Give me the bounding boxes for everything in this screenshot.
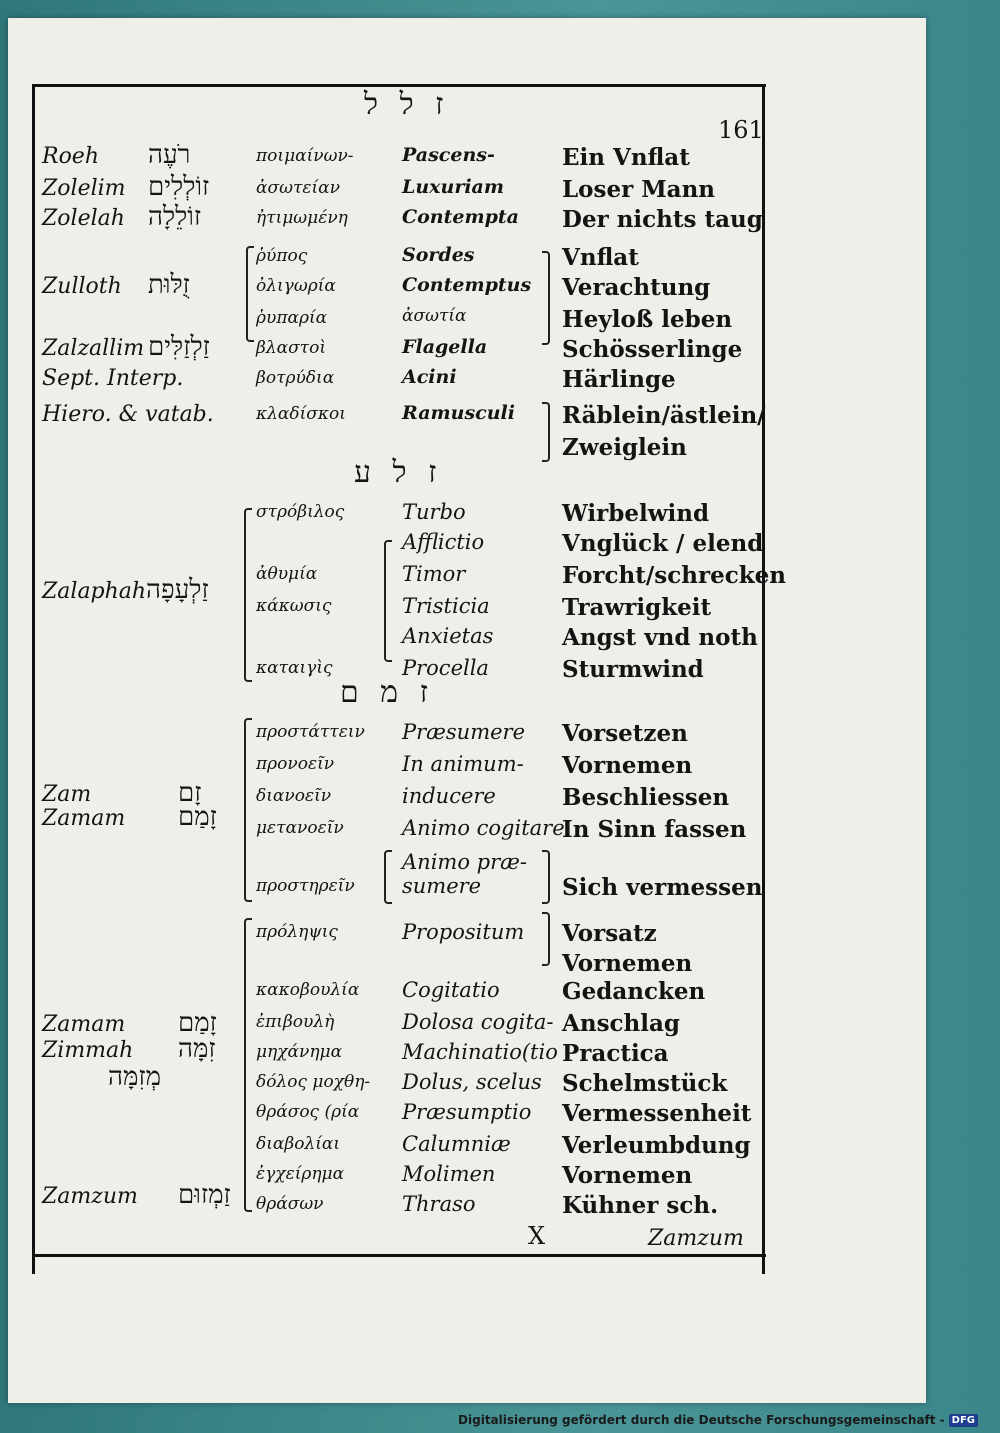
entry-name: Zamzum xyxy=(42,1184,138,1209)
brace-zmm-a-latin xyxy=(384,850,392,904)
brace-zmm-a-greek xyxy=(244,718,252,902)
entry-german: Beschliessen xyxy=(562,784,730,811)
entry-greek: μετανοεῖν xyxy=(256,818,344,838)
entry-german: Zweiglein xyxy=(562,434,687,461)
entry-german: Vornemen xyxy=(562,1162,693,1189)
entry-greek: ἀσωτείαν xyxy=(256,178,340,198)
entry-german: Schelmstück xyxy=(562,1070,728,1097)
entry-name: Zolelah xyxy=(42,206,125,231)
entry-latin: Thraso xyxy=(402,1192,476,1216)
entry-greek: κάκωσις xyxy=(256,596,332,616)
brace-zlp-latin xyxy=(384,540,392,662)
entry-greek: διανοεῖν xyxy=(256,786,332,806)
entry-hebrew: זָם xyxy=(178,778,202,808)
entry-greek: βοτρύδια xyxy=(256,368,335,388)
book-page xyxy=(8,18,926,1403)
entry-greek: στρόβιλος xyxy=(256,502,345,522)
entry-latin: Turbo xyxy=(402,500,466,524)
entry-latin: Afflictio xyxy=(402,530,485,554)
entry-latin: Luxuriam xyxy=(402,176,504,198)
entry-latin: Procella xyxy=(402,656,489,680)
entry-german: Vorsetzen xyxy=(562,720,688,747)
entry-german: Sturmwind xyxy=(562,656,704,683)
entry-name: Sept. Interp. xyxy=(42,366,184,391)
entry-hebrew: זוֹלְלִים xyxy=(148,172,210,202)
entry-latin: sumere xyxy=(402,874,482,898)
entry-greek: ἀθυμία xyxy=(256,564,318,584)
entry-name: Roeh xyxy=(42,144,99,169)
entry-greek: διαβολίαι xyxy=(256,1134,341,1154)
entry-name: Hiero. & vatab. xyxy=(42,402,214,427)
brace-zll-greek xyxy=(246,246,254,342)
entry-greek: ὀλιγωρία xyxy=(256,276,336,296)
entry-german: Vornemen xyxy=(562,950,693,977)
entry-hebrew: מְזִמָּה xyxy=(108,1062,162,1092)
entry-greek: ἐπιβουλὴ xyxy=(256,1012,335,1032)
signature-mark: X xyxy=(528,1222,546,1250)
entry-german: Sich vermessen xyxy=(562,874,763,901)
entry-greek: ῥύπος xyxy=(256,246,308,266)
entry-latin: Machinatio(tio xyxy=(402,1040,558,1064)
entry-german: Vermessenheit xyxy=(562,1100,752,1127)
entry-latin: Cogitatio xyxy=(402,978,500,1002)
entry-latin: ἀσωτία xyxy=(402,306,467,326)
entry-german: Gedancken xyxy=(562,978,706,1005)
credit-text: Digitalisierung gefördert durch die Deutsche Forschungsgemeinschaft - xyxy=(458,1413,945,1427)
digitization-credit xyxy=(458,1413,978,1427)
entry-greek: ποιμαίνων- xyxy=(256,146,354,166)
entry-german: Verachtung xyxy=(562,274,711,301)
entry-latin: Sordes xyxy=(402,244,475,266)
entry-greek: δόλος μοχθη- xyxy=(256,1072,371,1092)
entry-german: Der nichts taug xyxy=(562,206,763,233)
section-heading-zmm: ז מ ם xyxy=(340,675,434,710)
entry-german: Wirbelwind xyxy=(562,500,710,527)
entry-german: Anschlag xyxy=(562,1010,680,1037)
entry-greek: καταιγὶς xyxy=(256,658,333,678)
entry-german: Loser Mann xyxy=(562,176,716,203)
page-number: 161 xyxy=(718,116,764,144)
frame-bottom-rule xyxy=(32,1254,766,1257)
entry-latin: Calumniæ xyxy=(402,1132,511,1156)
entry-german: Vnglück / elend xyxy=(562,530,764,557)
entry-german: Forcht/schrecken xyxy=(562,562,787,589)
entry-latin: Pascens- xyxy=(402,144,495,166)
entry-greek: πρόληψις xyxy=(256,922,338,942)
entry-german: Schösserlinge xyxy=(562,336,743,363)
brace-zmm-a-german xyxy=(542,850,550,904)
entry-hebrew: זָמַם xyxy=(178,802,217,832)
frame-right-rule xyxy=(762,84,765,1274)
entry-latin: Acini xyxy=(402,366,457,388)
entry-german: Räblein/ästlein/ xyxy=(562,402,766,429)
entry-latin: Præsumptio xyxy=(402,1100,532,1124)
entry-greek: ῥυπαρία xyxy=(256,308,328,328)
entry-hebrew: זוֹלֵלָה xyxy=(148,202,202,232)
entry-hebrew: זִמָּה xyxy=(178,1034,216,1064)
section-heading-zlp: ז ל ע xyxy=(354,455,443,490)
entry-greek: προστάττειν xyxy=(256,722,365,742)
entry-greek: μηχάνημα xyxy=(256,1042,343,1062)
entry-latin: Timor xyxy=(402,562,466,586)
entry-german: Vornemen xyxy=(562,752,693,779)
entry-german: Trawrigkeit xyxy=(562,594,712,621)
entry-name: Zamam xyxy=(42,806,126,831)
entry-greek: κλαδίσκοι xyxy=(256,404,346,424)
entry-latin: inducere xyxy=(402,784,496,808)
entry-name: Zimmah xyxy=(42,1038,134,1063)
brace-zmm-b-greek xyxy=(244,918,252,1212)
entry-hebrew: זֻלּוּת xyxy=(148,270,190,300)
entry-german: Ein Vnflat xyxy=(562,144,690,171)
entry-latin: Flagella xyxy=(402,336,488,358)
entry-latin: Contemptus xyxy=(402,274,532,296)
brace-zll-german-2 xyxy=(542,402,550,462)
entry-german: Härlinge xyxy=(562,366,676,393)
brace-zlp-greek xyxy=(244,508,252,682)
entry-latin: Præsumere xyxy=(402,720,526,744)
entry-german: Practica xyxy=(562,1040,669,1067)
entry-greek: θράσων xyxy=(256,1194,324,1214)
entry-hebrew-zalaphah: זַלְעָפָה xyxy=(146,575,209,605)
entry-latin: In animum- xyxy=(402,752,524,776)
entry-hebrew: רֹעֶה xyxy=(148,140,191,170)
entry-latin: Anxietas xyxy=(402,624,494,648)
dfg-logo: DFG xyxy=(949,1414,978,1427)
entry-german: In Sinn fassen xyxy=(562,816,747,843)
entry-name: Zolelim xyxy=(42,176,126,201)
entry-latin: Animo cogitare xyxy=(402,816,565,840)
entry-latin: Tristicia xyxy=(402,594,490,618)
entry-greek: ἠτιμωμένη xyxy=(256,208,348,228)
entry-latin: Animo præ- xyxy=(402,850,527,874)
entry-name: Zalzallim xyxy=(42,336,145,361)
entry-greek: βλαστοὶ xyxy=(256,338,326,358)
entry-latin: Dolosa cogita- xyxy=(402,1010,554,1034)
entry-german: Verleumbdung xyxy=(562,1132,751,1159)
entry-latin: Molimen xyxy=(402,1162,496,1186)
entry-greek: κακοβουλία xyxy=(256,980,360,1000)
entry-name-zalaphah: Zalaphah xyxy=(42,579,147,604)
entry-name: Zamam xyxy=(42,1012,126,1037)
entry-hebrew: זָמַם xyxy=(178,1008,217,1038)
entry-latin: Contempta xyxy=(402,206,519,228)
frame-left-rule xyxy=(32,84,35,1274)
entry-greek: θράσος (ρία xyxy=(256,1102,360,1122)
running-head: ז ל ל xyxy=(364,87,450,122)
entry-name: Zulloth xyxy=(42,274,122,299)
catchword: Zamzum xyxy=(648,1226,744,1251)
brace-zll-german xyxy=(542,251,550,345)
entry-hebrew: זַלְזַלִּים xyxy=(148,332,210,362)
entry-greek: προνοεῖν xyxy=(256,754,335,774)
entry-german: Heyloß leben xyxy=(562,306,733,333)
brace-zmm-b-german xyxy=(542,912,550,966)
entry-latin: Dolus, scelus xyxy=(402,1070,542,1094)
entry-latin: Ramusculi xyxy=(402,402,515,424)
entry-german: Kühner sch. xyxy=(562,1192,719,1219)
entry-hebrew: זַמְזוּם xyxy=(178,1180,231,1210)
entry-greek: προστηρεῖν xyxy=(256,876,355,896)
entry-german: Angst vnd noth xyxy=(562,624,758,651)
entry-name: Zam xyxy=(42,782,92,807)
entry-german: Vorsatz xyxy=(562,920,657,947)
entry-greek: ἐγχείρημα xyxy=(256,1164,345,1184)
entry-german: Vnflat xyxy=(562,244,639,271)
entry-latin: Propositum xyxy=(402,920,525,944)
